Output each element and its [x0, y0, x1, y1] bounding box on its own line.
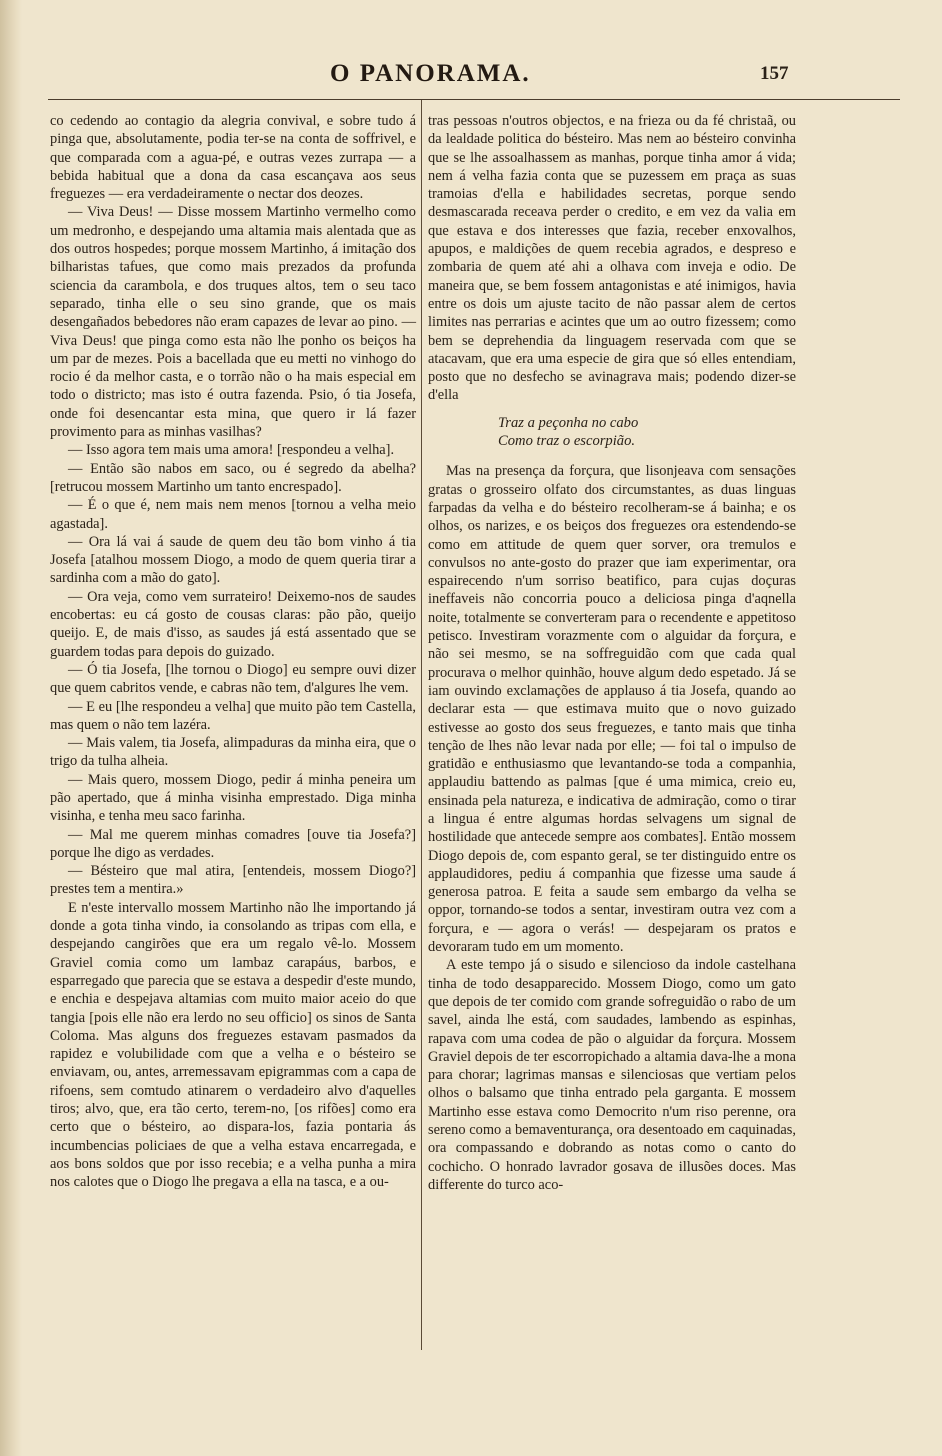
- paragraph: — Viva Deus! — Disse mossem Martinho vermelho como um medronho, e despejando uma altamia mais alentada que as dos outros hospedes; porque mossem Martinho, á imitação dos bilharistas tafues, que como mais prezados da profunda sciencia da carambola, e dos truques altos, tem o seu taco separado, tinha elle o seu sino grande, que os mais desengañados bebedores não eram capazes de levar ao pino. — Viva Deus! que pinga como esta não lhe ponho os beiços ha um par de mezes. Pois a bacellada que eu metti no vinhogo do rocio é da melhor casta, e o torrão não o ha mais especial em todo o districto; mas isto é outra fazenda. Psio, ó tia Josefa, onde foi desencantar esta mina, que quero ir lá fazer provimento para as minhas vasilhas?: [50, 204, 416, 441]
- right-column: [428, 112, 796, 1194]
- header-rule: [48, 99, 900, 100]
- verse-line: Como traz o escorpião.: [498, 433, 636, 450]
- paragraph: — É o que é, nem mais nem menos [tornou a velha meio agastada].: [50, 497, 416, 532]
- left-column: [50, 112, 416, 1192]
- page-number: 157: [760, 63, 789, 84]
- paragraph: — Mal me querem minhas comadres [ouve tia Josefa?] porque lhe digo as verdades.: [50, 826, 416, 861]
- paragraph: — Mais valem, tia Josefa, alimpaduras da minha eira, que o trigo da tulha alheia.: [50, 735, 416, 770]
- paragraph: — Mais quero, mossem Diogo, pedir á minha peneira um pão apertado, que á minha visinha emprestado. Diga minha visinha, e tenha meu saco farinha.: [50, 771, 416, 825]
- paragraph: — Ora veja, como vem surrateiro! Deixemo-nos de saudes encobertas: eu cá gosto de cousas claras: pão pão, queijo queijo. E, de mais d'isso, as saudes já está assentado que se guardem todas para depois do guizado.: [50, 588, 416, 660]
- paragraph: — Isso agora tem mais uma amora! [respondeu a velha].: [68, 442, 395, 459]
- page-binding-shadow: [0, 0, 22, 1456]
- paragraph: — E eu [lhe respondeu a velha] que muito pão tem Castella, mas quem o não tem lazéra.: [50, 698, 416, 733]
- paragraph: Mas na presença da forçura, que lisonjeava com sensações gratas o grosseiro olfato dos circumstantes, as duas linguas farpadas da velha e do bésteiro recolheram-se á bainha; e os olhos, os narizes, e os beiços dos freguezes ora estendendo-se como em attitude de quem quer sorver, ora tremulos e convulsos no ante-gosto do prazer que iam experimentar, ora espairecendo n'um sorriso beatifico, para cujas doçuras ineffaveis não concorria pouco a deliciosa pinga d'aqnella noite, totalmente se converteram para o recendente e appetitoso petisco. Investiram vorazmente com o alguidar da forçura, e não sei mesmo, se na soffreguidão com que cada qual procurava o melhor quinhão, houve algum dedo espetado. Já se iam ouvindo exclamações de applauso á tia Josefa, quando ao declarar esta — que estimava muito que o novo guizado estivesse ao gosto dos seus freguezes, e tanto mais que tinha tenção de lhes não levar nada por elle; — foi tal o impulso de gratidão e enthusiasmo que levantando-se toda a companhia, applaudiu battendo as palmas [que é uma mimica, creio eu, ensinada pela natureza, e indicativa de admiração, como o tirar a lingua é entre algumas hordas selvagens um signal de hostilidade que antecede sempre aos combates]. Então mossem Diogo depois de, com espanto geral, se ter distinguido entre os applaudidores, pediu á companhia que fizesse uma saude á generosa patroa. E feita a saude sem embargo da velha se oppor, tornando-se todos a sentar, investiram outra vez com a forçura, e — agora o verás! — despejaram os pratos e devoraram tudo em um momento.: [428, 463, 796, 956]
- paragraph: — Ora lá vai á saude de quem deu tão bom vinho á tia Josefa [atalhou mossem Diogo, a modo de quem queria tirar a sardinha com a mão do gato].: [50, 533, 416, 587]
- paragraph: — Ó tia Josefa, [lhe tornou o Diogo] eu sempre ouvi dizer que quem cabritos vende, e cabras não tem, d'algures lhe vem.: [50, 661, 416, 697]
- column-divider: [421, 100, 422, 1350]
- page-title: O PANORAMA.: [330, 60, 531, 87]
- paragraph: co cedendo ao contagio da alegria convival, e sobre tudo á pinga que, absolutamente, podia ter-se na conta de soffrivel, e que comparada com a agua-pé, e outras vezes zurrapa — a bebida habitual que a dona da casa escançava aos seus freguezes — era verdadeiramente o nectar dos deozes.: [50, 113, 416, 203]
- verse-quote: [428, 414, 796, 451]
- verse-line: Traz a peçonha no cabo: [498, 414, 639, 431]
- paragraph: tras pessoas n'outros objectos, e na frieza ou da fé christaã, ou da lealdade politica do bésteiro. Mas nem ao bésteiro convinha que se lhe assoalhassem as manhas, porque tinha amor á vida; nem á velha fazia conta que se puzessem em praça as suas tramoias d'ella e habilidades secretas, porque sendo desmascarada receava perder o credito, e em vez da valia em que estava e dos interesses que fazia, receber enxovalhos, apupos, e maldições de quem recebia agrados, e despreso e zombaria de quem até ahi a olhava com inveja e odio. De maneira que, se bem fossem antagonistas e até inimigos, havia entre os dois um ajuste tacito de não passar alem de certos limites nas perrarias e acintes que um ao outro fizessem; como bem se deprehendia da linguagem reservada com que se atacavam, que era uma especie de gira que só elles entendiam, posto que no desfecho se avinagrava mais; podendo dizer-se d'ella: [428, 113, 796, 404]
- paragraph: A este tempo já o sisudo e silencioso da indole castelhana tinha de todo desapparecido. Mossem Diogo, como um gato que depois de ter comido com grande sofreguidão o rabo de um savel, ainda lhe está, com saudades, lambendo as espinhas, rapava com uma codea de pão o alguidar da forçura. Mossem Graviel depois de ter escorropichado a altamia dava-lhe a mona para chorar; lagrimas mansas e silenciosas que vertiam pelos olhos o balsamo que tinha entrado pela garganta. E mossem Martinho esse estava como Democrito n'um riso perenne, ora sereno como a bemaventurança, ora desentoado em caquinadas, ora compassando e dobrando as notas como o canto do cochicho. O honrado lavrador gosava de illusões doces. Mas differente do turco aco-: [428, 957, 796, 1193]
- paragraph: E n'este intervallo mossem Martinho não lhe importando já donde a gota tinha vindo, ia consolando as tripas com ella, e despejando cangirões que era um regalo vê-lo. Mossem Graviel comia como um lambaz carapáus, barbos, e esparregado que parecia que se estava a despedir d'este mundo, e enchia e despejava altamias com muito maior aceio do que tangia [pois elle não era lerdo no seu officio] os sinos de Santa Coloma. Mas alguns dos freguezes estavam pasmados da rapidez e volubilidade com que a velha e o bésteiro se enviavam, ou, antes, arremessavam epigrammas com a capa de rifoens, sem comtudo atinarem o verdadeiro alvo d'aquelles tiros; alvo, que, era tão certo, terem-no, [os rifões] como era certo que o bésteiro, ao dispara-los, fazia pontaria ás incumbencias policiaes de que a velha estava encarregada, e aos bons soldos que por isso recebia; e a velha punha a mira nos calotes que o Diogo lhe pregava a ella na tasca, e a ou-: [50, 899, 416, 1191]
- paragraph: — Então são nabos em saco, ou é segredo da abelha? [retrucou mossem Martinho um tanto encrespado].: [50, 460, 416, 495]
- paragraph: — Bésteiro que mal atira, [entendeis, mossem Diogo?] prestes tem a mentira.»: [50, 863, 416, 898]
